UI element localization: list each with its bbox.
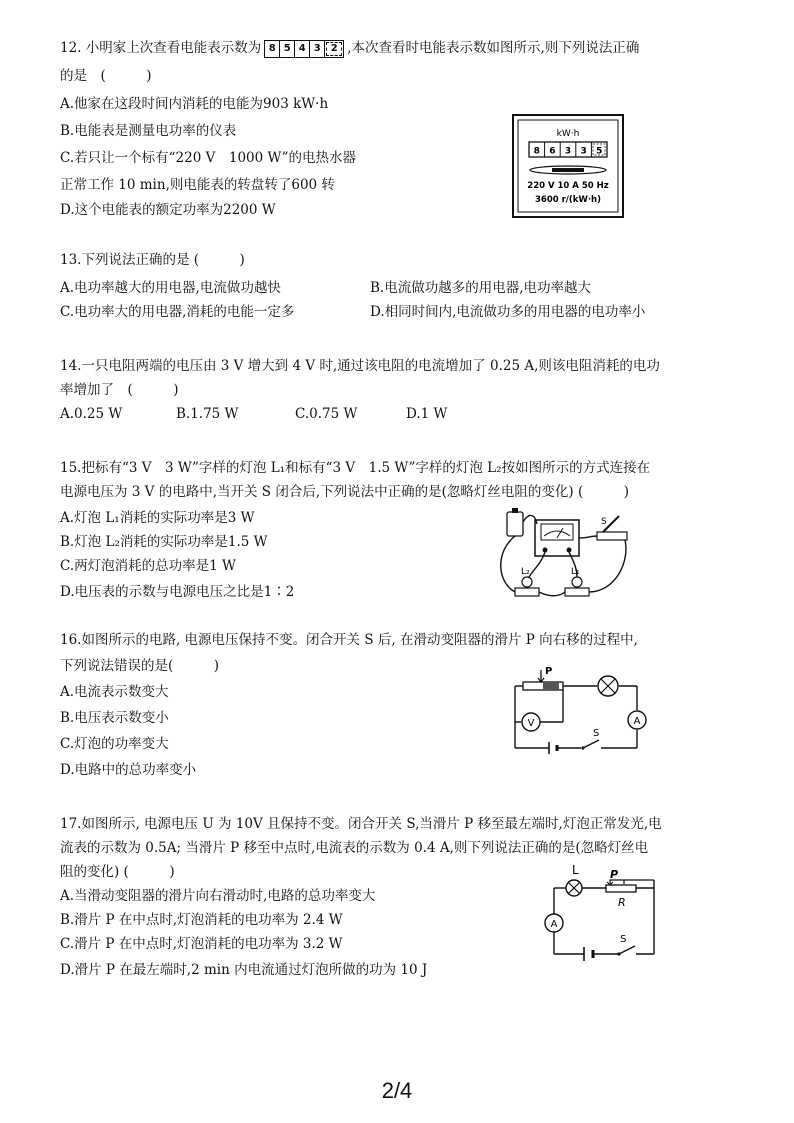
q17-resistor-label: R: [618, 896, 626, 909]
q12-inline-digit: 8: [265, 41, 280, 57]
q12-meter-rating: 220 V 10 A 50 Hz: [527, 181, 609, 191]
q15-stem: 15.把标有“3 V 3 W”字样的灯泡 L₁和标有“3 V 1.5 W”字样的灯泡 L₂按如图所示的方式连接在: [60, 460, 651, 476]
q16-slider-label: P: [545, 666, 553, 677]
q12-inline-digit: 5: [280, 41, 295, 57]
q12-energy-meter-figure: [512, 114, 624, 218]
q12-option-d: D.这个电能表的额定功率为2200 W: [60, 202, 276, 218]
q12-inline-digit: 3: [310, 41, 325, 57]
q17-option-c: C.滑片 P 在中点时,灯泡消耗的电功率为 3.2 W: [60, 936, 343, 952]
q17-option-a: A.当滑动变阻器的滑片向右滑动时,电路的总功率变大: [60, 888, 376, 904]
q12-inline-digit: 2: [326, 42, 342, 56]
q14-stem: 14.一只电阻两端的电压由 3 V 增大到 4 V 时,通过该电阻的电流增加了 0.25 A,则该电阻消耗的电功: [60, 358, 660, 374]
q16-switch-label: S: [593, 728, 600, 739]
q15-option-a: A.灯泡 L₁消耗的实际功率是3 W: [60, 510, 255, 526]
q15-lamp1-label: L₁: [571, 567, 580, 577]
q15-option-d: D.电压表的示数与电源电压之比是1∶2: [60, 584, 295, 600]
q12-option-c-cont: 正常工作 10 min,则电能表的转盘转了600 转: [60, 177, 335, 193]
q13-stem: 13.下列说法正确的是 ( ): [60, 252, 245, 268]
q15-option-c: C.两灯泡消耗的总功率是1 W: [60, 558, 236, 574]
q16-stem-cont: 下列说法错误的是( ): [60, 658, 220, 674]
q15-lamp2-label: L₂: [521, 567, 530, 577]
q15-stem-cont: 电源电压为 3 V 的电路中,当开关 S 闭合后,下列说法中正确的是(忽略灯丝电阻的变化) ( ): [60, 484, 629, 500]
q17-slider-label: P: [610, 868, 619, 881]
q16-switch: [583, 740, 599, 748]
q12-meter-unit: kW·h: [556, 129, 580, 139]
q16-option-b: B.电压表示数变小: [60, 710, 169, 726]
q12-stem-after: ,本次查看时电能表示数如图所示,则下列说法正确: [347, 40, 640, 56]
q13-option-d: D.相同时间内,电流做功多的用电器的电功率小: [370, 304, 646, 320]
q12-meter-constant: 3600 r/(kW·h): [535, 195, 601, 205]
q12-meter-digit: 3: [564, 146, 572, 157]
q17-ammeter-label: A: [550, 919, 558, 930]
q12-meter-digit: 5: [596, 146, 603, 157]
q16-ammeter-label: A: [633, 716, 641, 727]
q12-meter-digit: 6: [549, 146, 556, 157]
q17-switch: [619, 946, 635, 954]
q14-option-c: C.0.75 W: [295, 406, 358, 422]
q12-inline-meter: [264, 40, 344, 58]
q14-stem-cont: 率增加了 ( ): [60, 382, 179, 398]
q15-circuit-figure: [485, 502, 635, 604]
q12-meter-digit: 3: [580, 146, 587, 157]
q12-option-c: C.若只让一个标有“220 V 1000 W”的电热水器: [60, 150, 357, 166]
q15-lamp1: [572, 577, 582, 587]
q17-stem-cont2: 阻的变化) ( ): [60, 864, 175, 880]
q16-circuit-figure: [505, 660, 660, 760]
q14-option-a: A.0.25 W: [60, 406, 123, 422]
q12-option-a: A.他家在这段时间内消耗的电能为903 kW·h: [60, 96, 329, 112]
q17-circuit-figure: [540, 858, 665, 968]
q16-option-a: A.电流表示数变大: [60, 684, 169, 700]
q13-option-c: C.电功率大的用电器,消耗的电能一定多: [60, 304, 295, 320]
q12-inline-digit: 4: [295, 41, 310, 57]
q15-lamp2: [522, 577, 532, 587]
q17-stem-cont: 流表的示数为 0.5A; 当滑片 P 移至中点时,电流表的示数为 0.4 A,则下列说法正确的是(忽略灯丝电: [60, 840, 649, 856]
q12-stem-line2: 的是 ( ): [60, 68, 152, 84]
page-number: 2/4: [381, 1078, 413, 1103]
q17-option-d: D.滑片 P 在最左端时,2 min 内电流通过灯泡所做的功为 10 J: [60, 962, 428, 978]
q16-voltmeter-label: V: [527, 718, 535, 729]
q14-option-d: D.1 W: [406, 406, 448, 422]
q17-switch-label: S: [620, 934, 627, 945]
q13-option-a: A.电功率越大的用电器,电流做功越快: [60, 280, 281, 296]
q15-switch-label: S: [601, 517, 607, 527]
q15-option-b: B.灯泡 L₂消耗的实际功率是1.5 W: [60, 534, 268, 550]
q14-option-b: B.1.75 W: [176, 406, 239, 422]
q16-stem: 16.如图所示的电路, 电源电压保持不变。闭合开关 S 后, 在滑动变阻器的滑片 P 向右移的过程中,: [60, 632, 638, 648]
q17-stem: 17.如图所示, 电源电压 U 为 10V 且保持不变。闭合开关 S,当滑片 P 移至最左端时,灯泡正常发光,电: [60, 816, 662, 832]
q12-stem: [60, 38, 639, 58]
q16-option-d: D.电路中的总功率变小: [60, 762, 197, 778]
q17-rheostat: [606, 885, 636, 892]
q12-option-b: B.电能表是测量电功率的仪表: [60, 123, 237, 139]
q13-option-b: B.电流做功越多的用电器,电功率越大: [370, 280, 592, 296]
q12-stem-before: 12. 小明家上次查看电能表示数为: [60, 40, 262, 56]
q17-option-b: B.滑片 P 在中点时,灯泡消耗的电功率为 2.4 W: [60, 912, 343, 928]
q16-option-c: C.灯泡的功率变大: [60, 736, 169, 752]
q12-meter-digit: 8: [533, 146, 540, 157]
q17-lamp-label: L: [572, 863, 579, 877]
